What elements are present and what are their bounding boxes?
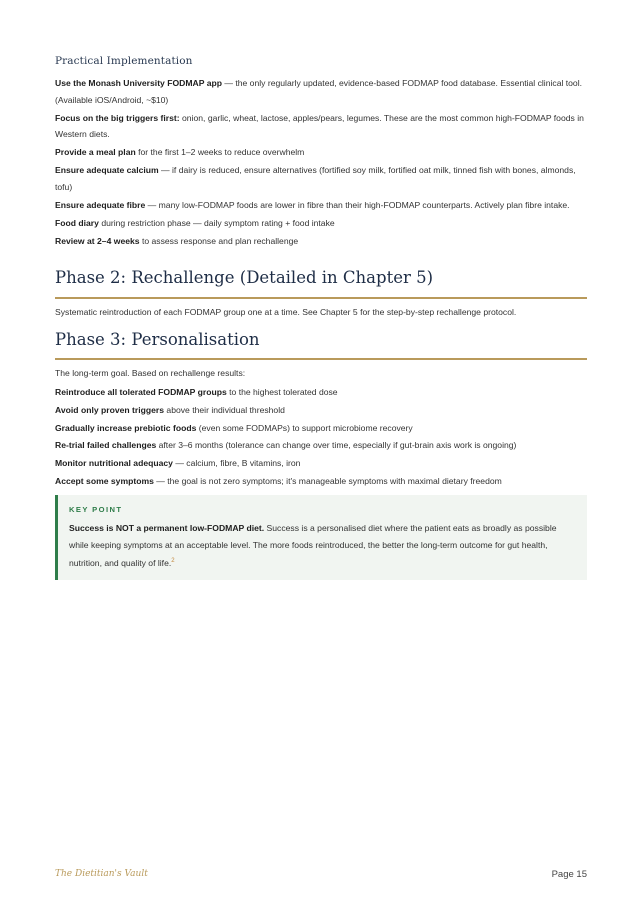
item-text: to assess response and plan rechallenge <box>139 235 299 246</box>
item-text: — calcium, fibre, B vitamins, iron <box>172 458 301 469</box>
list-item <box>55 473 587 490</box>
list-item <box>55 420 587 437</box>
item-bold: Ensure adequate fibre <box>55 199 146 210</box>
item-text: — the only regularly updated, evidence-based FODMAP food database. Essential clinical tool. (Available iOS/Android, ~$10) <box>55 78 583 105</box>
phase2-heading: Phase 2: Rechallenge (Detailed in Chapter 5) <box>55 268 434 287</box>
list-item <box>55 162 587 195</box>
item-bold: Provide a meal plan <box>55 147 136 158</box>
list-item <box>55 197 587 214</box>
list-item <box>55 402 587 419</box>
footer-book-title: The Dietitian's Vault <box>55 869 148 879</box>
list-item <box>55 75 587 108</box>
item-bold: Review at 2–4 weeks <box>55 235 140 246</box>
list-item <box>55 437 587 454</box>
item-text: after 3–6 months (tolerance can change over time, especially if gut-brain axis work is ongoing) <box>156 440 517 451</box>
item-bold: Focus on the big triggers first: <box>55 112 180 123</box>
item-text: to the highest tolerated dose <box>226 387 338 397</box>
implementation-list <box>55 75 587 251</box>
item-bold: Ensure adequate calcium <box>55 165 159 176</box>
item-text: (even some FODMAPs) to support microbiome recovery <box>196 422 413 433</box>
phase3-heading: Phase 3: Personalisation <box>55 330 260 349</box>
key-point-bold: Success is NOT a permanent low-FODMAP diet. <box>69 523 265 533</box>
footer-page-number: Page 15 <box>551 869 587 880</box>
item-text: — if dairy is reduced, ensure alternatives (fortified soy milk, fortified oat milk, tinned fish with bones, almonds, tofu) <box>55 165 576 192</box>
list-item <box>55 215 587 232</box>
personalisation-list <box>55 384 587 491</box>
key-point-text <box>69 520 575 572</box>
item-text: — the goal is not zero symptoms; it's manageable symptoms with maximal dietary freedom <box>153 475 502 486</box>
key-point-label: KEY POINT <box>69 505 123 514</box>
footnote-reference[interactable]: 2 <box>171 558 175 565</box>
key-point-callout <box>55 495 587 580</box>
item-text: above their individual threshold <box>164 404 285 415</box>
item-bold: Food diary <box>55 217 99 228</box>
item-text: during restriction phase — daily symptom rating + food intake <box>98 217 335 228</box>
item-text: onion, garlic, wheat, lactose, apples/pears, legumes. These are the most common high-FODMAP foods in Western diets. <box>55 112 584 140</box>
item-bold: Avoid only proven triggers <box>55 404 165 415</box>
list-item <box>55 233 587 250</box>
item-bold: Re-trial failed challenges <box>55 440 157 451</box>
list-item <box>55 110 587 143</box>
key-point-body: Success is a personalised diet where the patient eats as broadly as possible while keeping symptoms at an acceptable level. The more foods reintroduced, the better the long-term outcome for gut health, nutrition, and quality of life. <box>69 523 557 569</box>
section-subheading: Practical Implementation <box>55 55 193 67</box>
item-bold: Accept some symptoms <box>55 475 154 486</box>
item-bold: Monitor nutritional adequacy <box>55 458 173 469</box>
list-item <box>55 384 587 401</box>
phase3-intro: The long-term goal. Based on rechallenge results: <box>55 368 246 378</box>
item-text: — many low-FODMAP foods are lower in fibre than their high-FODMAP counterparts. Actively plan fibre intake. <box>145 199 570 210</box>
item-bold: Reintroduce all tolerated FODMAP groups <box>55 387 227 397</box>
item-bold: Gradually increase prebiotic foods <box>55 422 197 433</box>
list-item <box>55 144 587 161</box>
list-item <box>55 455 587 472</box>
item-text: for the first 1–2 weeks to reduce overwhelm <box>135 147 305 158</box>
phase2-text: Systematic reintroduction of each FODMAP group one at a time. See Chapter 5 for the step-by-step rechallenge protocol. <box>55 307 517 317</box>
phase2-divider <box>55 297 587 299</box>
item-bold: Use the Monash University FODMAP app <box>55 78 222 88</box>
phase3-divider <box>55 358 587 360</box>
